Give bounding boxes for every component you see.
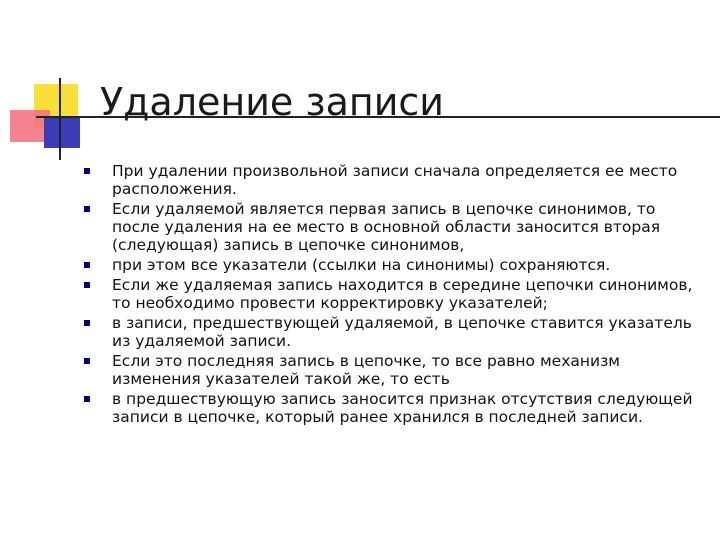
bullet-item: [84, 390, 694, 426]
square-bullet-icon: [84, 396, 90, 402]
square-bullet-icon: [84, 282, 90, 288]
bullet-text: Если же удаляемая запись находится в середине цепочки синонимов, то необходимо провести корректировку указателей;: [112, 276, 693, 312]
logo-blue-square: [44, 118, 80, 148]
bullet-text: в предшествующую запись заносится признак отсутствия следующей записи в цепочке, который ранее хранился в последней записи.: [112, 390, 693, 426]
bullet-list: [84, 162, 694, 428]
bullet-item: [84, 352, 694, 388]
square-bullet-icon: [84, 320, 90, 326]
bullet-item: [84, 256, 694, 274]
logo-vertical-line: [59, 78, 61, 160]
square-bullet-icon: [84, 206, 90, 212]
square-bullet-icon: [84, 262, 90, 268]
bullet-text: При удалении произвольной записи сначала определяется ее место расположения.: [112, 162, 678, 198]
square-bullet-icon: [84, 358, 90, 364]
bullet-text: при этом все указатели (ссылки на синонимы) сохраняются.: [112, 256, 611, 274]
bullet-text: Если удаляемой является первая запись в цепочке синонимов, то после удаления на ее место в основной области заносится вторая (следующая) запись в цепочке синонимов,: [112, 200, 661, 254]
bullet-item: [84, 314, 694, 350]
bullet-item: [84, 162, 694, 198]
square-bullet-icon: [84, 168, 90, 174]
bullet-text: Если это последняя запись в цепочке, то все равно механизм изменения указателей такой же, то есть: [112, 352, 621, 388]
bullet-text: в записи, предшествующей удаляемой, в цепочке ставится указатель из удаляемой записи.: [112, 314, 692, 350]
bullet-item: [84, 276, 694, 312]
bullet-item: [84, 200, 694, 254]
slide-title: Удаление записи: [100, 80, 445, 124]
